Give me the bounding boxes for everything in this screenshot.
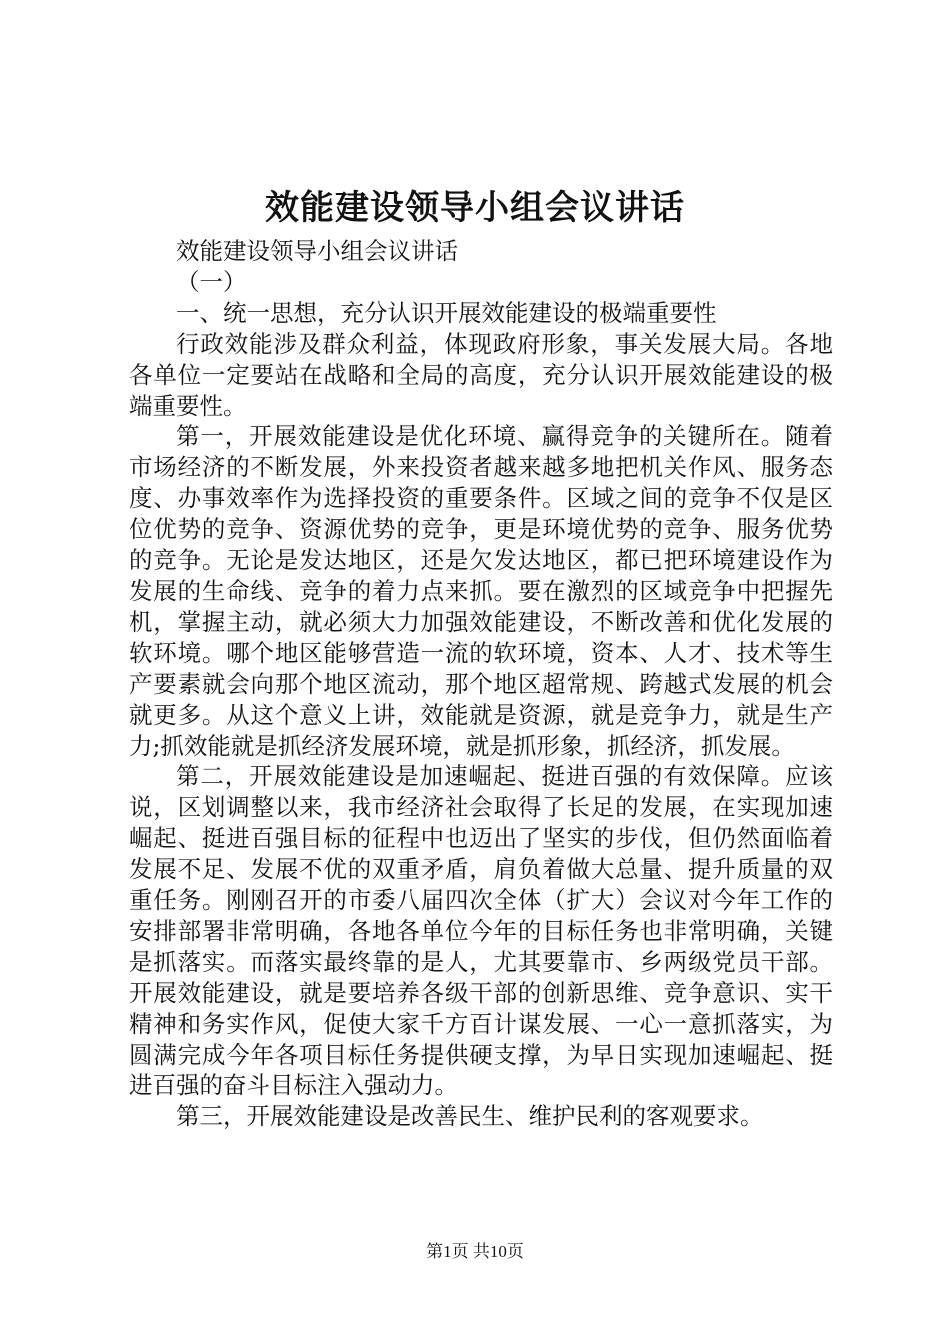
body-paragraph: 第二，开展效能建设是加速崛起、挺进百强的有效保障。应该说，区划调整以来，我市经济社会取得了长足的发展，在实现加速崛起、挺进百强目标的征程中也迈出了坚实的步伐，但仍然面临着发展不足、发展不优的双重矛盾，肩负着做大总量、提升质量的双重任务。刚刚召开的市委八届四次全体（扩大）会议对今年工作的安排部署非常明确，各地各单位今年的目标任务也非常明确，关键是抓落实。而落实最终靠的是人，尤其要靠市、乡两级党员干部。开展效能建设，就是要培养各级干部的创新思维、竞争意识、实干精神和务实作风，促使大家千方百计谋发展、一心一意抓落实，为圆满完成今年各项目标任务提供硬支撑，为早日实现加速崛起、挺进百强的奋斗目标注入强动力。 [129, 762, 833, 1100]
body-paragraph: 行政效能涉及群众利益，体现政府形象，事关发展大局。各地各单位一定要站在战略和全局的高度，充分认识开展效能建设的极端重要性。 [129, 329, 833, 420]
document-body [129, 236, 833, 1132]
section-heading-paragraph: 一、统一思想，充分认识开展效能建设的极端重要性 [176, 298, 717, 327]
section-number-paragraph: （一） [176, 267, 247, 296]
document-title: 效能建设领导小组会议讲话 [265, 188, 685, 228]
page-footer: 第1页 共10页 [426, 1242, 524, 1261]
subtitle-paragraph: 效能建设领导小组会议讲话 [176, 237, 458, 265]
body-paragraph: 第三，开展效能建设是改善民生、维护民利的客观要求。 [176, 1102, 764, 1131]
body-paragraph: 第一，开展效能建设是优化环境、赢得竞争的关键所在。随着市场经济的不断发展，外来投资者越来越多地把机关作风、服务态度、办事效率作为选择投资的重要条件。区域之间的竞争不仅是区位优势的竞争、资源优势的竞争，更是环境优势的竞争、服务优势的竞争。无论是发达地区，还是欠发达地区，都已把环境建设作为发展的生命线、竞争的着力点来抓。要在激烈的区域竞争中把握先机，掌握主动，就必须大力加强效能建设，不断改善和优化发展的软环境。哪个地区能够营造一流的软环境，资本、人才、技术等生产要素就会向那个地区流动，那个地区超常规、跨越式发展的机会就更多。从这个意义上讲，效能就是资源，就是竞争力，就是生产力;抓效能就是抓经济发展环境，就是抓形象，抓经济，抓发展。 [129, 422, 833, 760]
